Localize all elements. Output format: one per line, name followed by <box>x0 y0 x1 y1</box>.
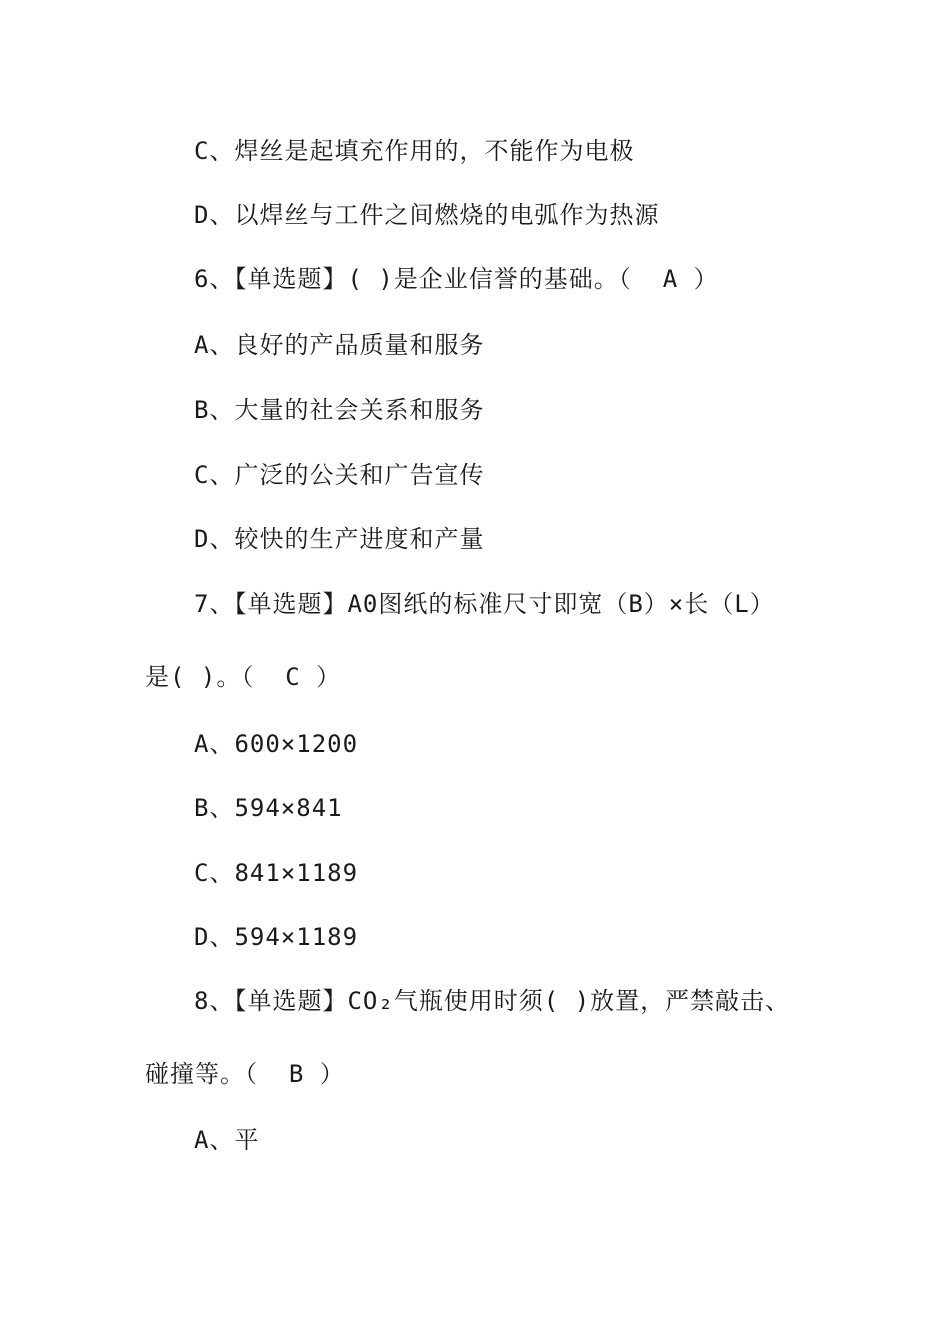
option-c-q7: C、841×1189 <box>194 859 359 887</box>
question-7-line-1: 7、【单选题】A0图纸的标准尺寸即宽（B）×长（L） <box>194 590 775 618</box>
option-b-q6: B、大量的社会关系和服务 <box>194 396 485 424</box>
option-c-q5: C、焊丝是起填充作用的，不能作为电极 <box>194 137 635 165</box>
option-a-q6: A、良好的产品质量和服务 <box>194 331 485 359</box>
question-8-line-1: 8、【单选题】CO₂气瓶使用时须( )放置，严禁敲击、 <box>194 987 791 1015</box>
option-d-q6: D、较快的生产进度和产量 <box>194 525 485 553</box>
option-c-q6: C、广泛的公关和广告宣传 <box>194 461 485 489</box>
option-a-q7: A、600×1200 <box>194 730 359 758</box>
option-d-q5: D、以焊丝与工件之间燃烧的电弧作为热源 <box>194 201 660 229</box>
question-8-line-2: 碰撞等。（ B ） <box>145 1060 345 1088</box>
question-7-line-2: 是( )。（ C ） <box>145 663 342 691</box>
question-6: 6、【单选题】( )是企业信誉的基础。（ A ） <box>194 265 719 293</box>
option-b-q7: B、594×841 <box>194 794 343 822</box>
option-a-q8: A、平 <box>194 1126 260 1154</box>
option-d-q7: D、594×1189 <box>194 923 359 951</box>
